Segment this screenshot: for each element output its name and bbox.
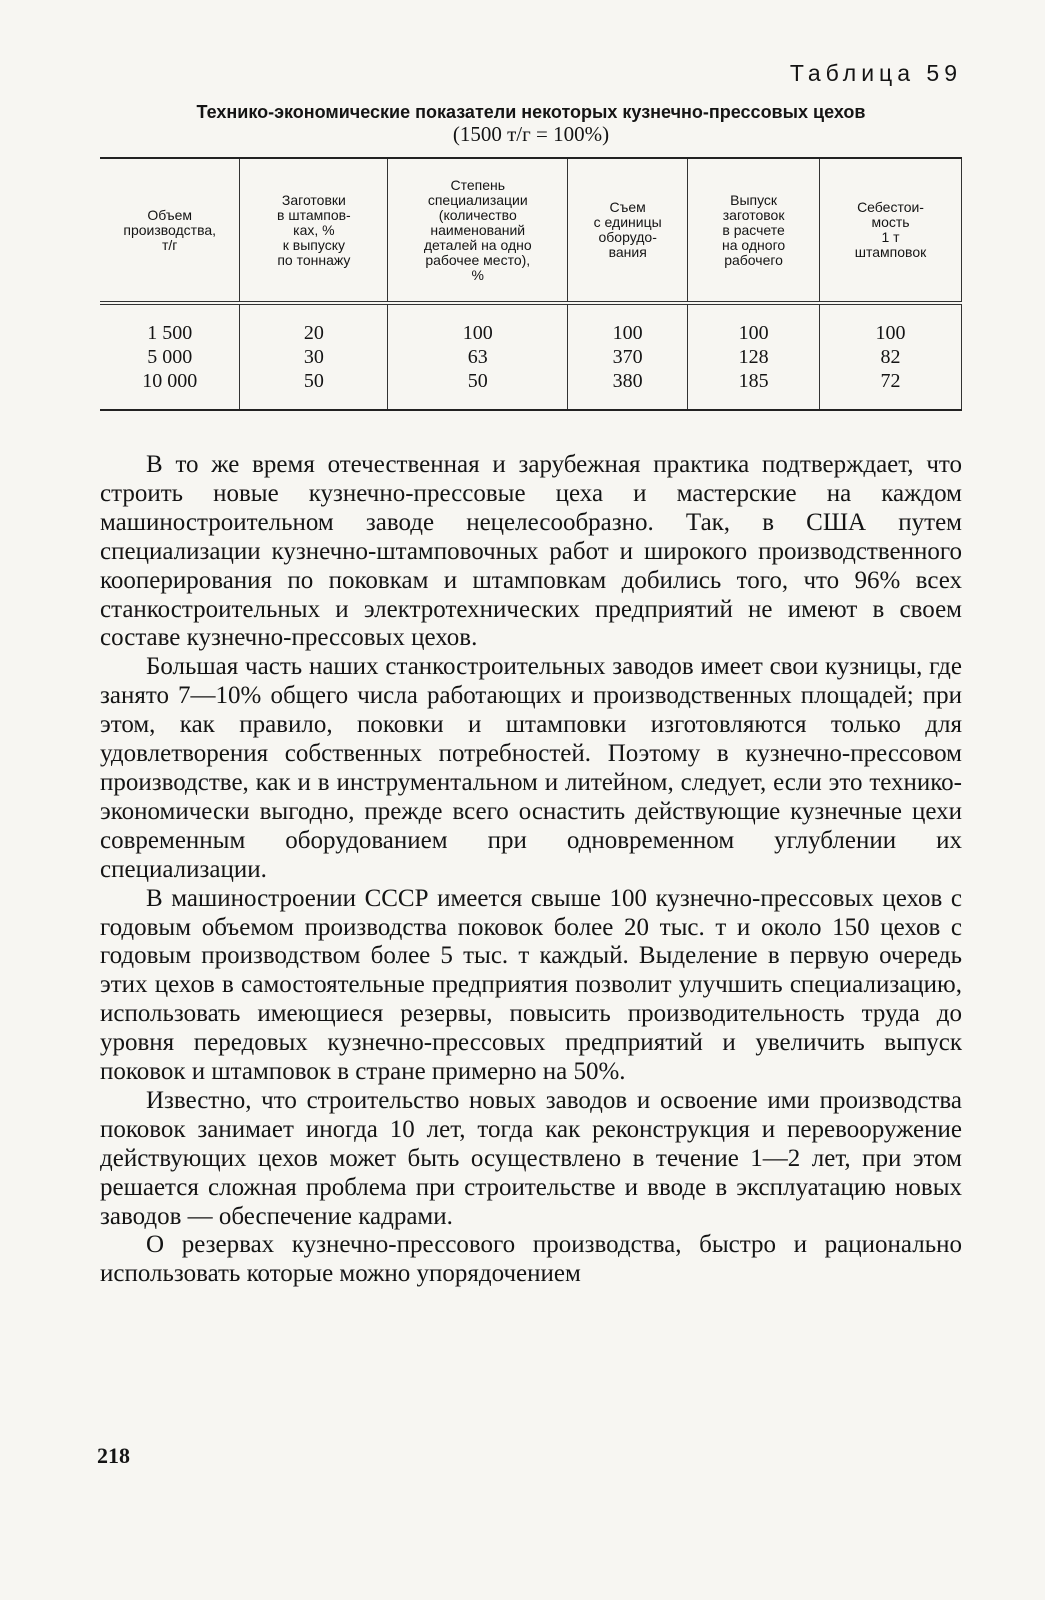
header-blanks: Заготовки в штампов- ках, % к выпуску по тоннажу (240, 158, 388, 303)
col-output-per-unit: 100 370 380 (568, 303, 688, 410)
header-output-per-worker: Выпуск заготовок в расчете на одного рабочего (688, 158, 820, 303)
col-blanks: 20 30 50 (240, 303, 388, 410)
col-cost: 100 82 72 (820, 303, 962, 410)
paragraph: Известно, что строительство новых заводов и освоение ими производства поковок занимает иногда 10 лет, тогда как реконструкция и перевооружение действующих цехов может быть осуществлено в течение 1—2 лет, при этом решается сложная проблема при строительстве и вводе в эксплуатацию новых заводов — обеспечение кадрами. (100, 1086, 962, 1230)
header-specialization: Степень специализации (количество наименований деталей на одно рабочее место), % (388, 158, 568, 303)
table-label: Таблица 59 (789, 60, 962, 86)
paragraph: О резервах кузнечно-прессового производства, быстро и рационально использовать которые можно упорядочением (100, 1231, 962, 1288)
col-volume: 1 500 5 000 10 000 (142, 322, 198, 392)
paragraph: Большая часть наших станкостроительных заводов имеет свои кузницы, где занято 7—10% общего числа работающих и производственных площадей; при этом, как правило, поковки и штамповки изготовляются только для удовлетворения собственных потребностей. Поэтому в кузнечно-прессовом производстве, как и в инструментальном и литейном, следует, если это технико-экономически выгодно, прежде всего оснастить действующие кузнечные цехи современным оборудованием при одновременном углублении их специализации. (100, 653, 962, 883)
table-header-row (100, 158, 962, 303)
data-table (100, 157, 962, 411)
table-title-main: Технико-экономические показатели некоторых кузнечно-прессовых цехов (196, 102, 866, 122)
page (100, 60, 962, 1289)
table-row (100, 303, 962, 410)
body-text (100, 451, 962, 1289)
col-output-per-worker: 100 128 185 (688, 303, 820, 410)
table-title (100, 101, 962, 145)
header-output-per-unit: Съем с единицы оборудо- вания (568, 158, 688, 303)
header-cost: Себестои- мость 1 т штамповок (820, 158, 962, 303)
paragraph: В машиностроении СССР имеется свыше 100 кузнечно-прессовых цехов с годовым объемом производства поковок более 20 тыс. т и около 150 цехов с годовым производством более 5 тыс. т каждый. Выделение в первую очередь этих цехов в самостоятельные предприятия позволит улучшить специализацию, использовать имеющиеся резервы, повысить производительность труда до уровня передовых кузнечно-прессовых предприятий и увеличить выпуск поковок и штамповок в стране примерно на 50%. (100, 884, 962, 1086)
page-number: 218 (97, 1443, 130, 1468)
header-volume: Объем производства, т/г (100, 158, 240, 303)
table-title-subtitle: (1500 т/г = 100%) (452, 122, 610, 146)
paragraph: В то же время отечественная и зарубежная практика подтверждает, что строить новые кузнечно-прессовые цеха и мастерские на каждом машиностроительном заводе нецелесообразно. Так, в США путем специализации кузнечно-штамповочных работ и широкого производственного кооперирования по поковкам и штамповкам добились того, что 96% всех станкостроительных и электротехнических предприятий не имеют в своем составе кузнечно-прессовых цехов. (100, 451, 962, 652)
col-specialization: 100 63 50 (388, 303, 568, 410)
